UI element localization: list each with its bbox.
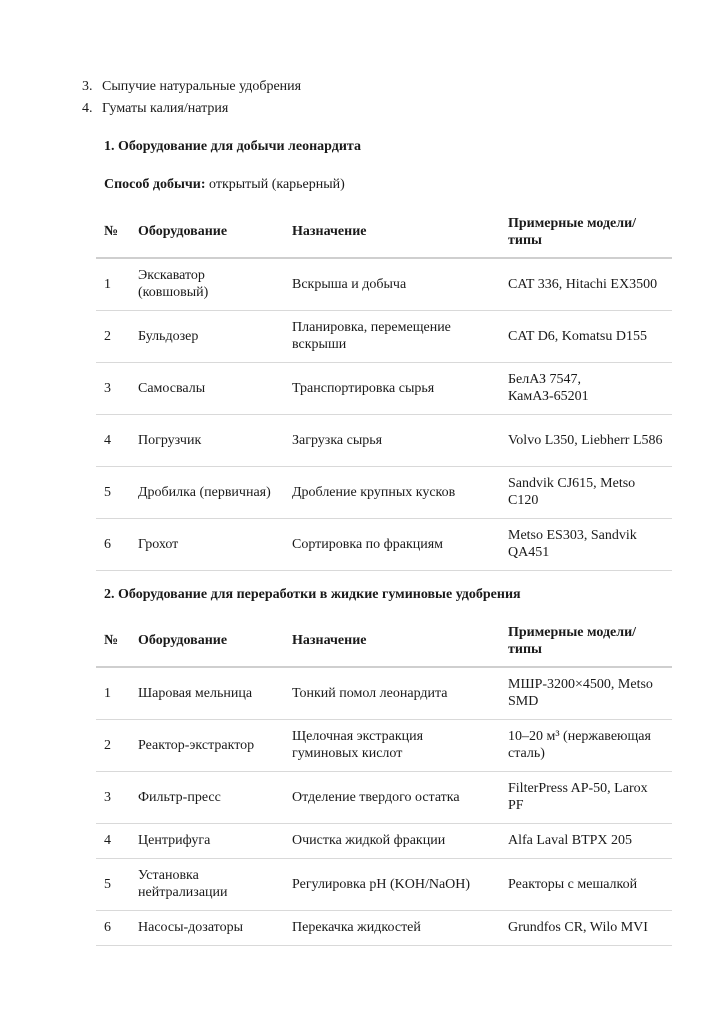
table-row <box>96 823 672 858</box>
cell-purpose: Вскрыша и добыча <box>292 276 407 292</box>
table-row <box>96 858 672 910</box>
column-header-models: Примерные модели/типы <box>508 624 637 657</box>
table-row <box>96 910 672 945</box>
cell-purpose: Сортировка по фракциям <box>292 536 444 552</box>
cell-purpose: Щелочная экстракция гуминовых кислот <box>292 729 424 761</box>
cell-purpose: Отделение твердого остатка <box>292 789 460 805</box>
column-header-purpose: Назначение <box>292 224 367 239</box>
cell-models: Grundfos CR, Wilo MVI <box>508 920 648 935</box>
list-item: 4. Гуматы калия/натрия <box>82 101 229 116</box>
section2-title: 2. Оборудование для переработки в жидкие гуминовые удобрения <box>104 587 521 602</box>
table-row <box>96 414 672 466</box>
cell-purpose: Очистка жидкой фракции <box>292 833 446 848</box>
cell-equipment: Насосы-дозаторы <box>138 920 244 935</box>
column-header-purpose: Назначение <box>292 633 367 648</box>
cell-models: Volvo L350, Liebherr L586 <box>508 432 663 448</box>
cell-equipment: Бульдозер <box>138 328 199 344</box>
cell-equipment: Экскаватор (ковшовый) <box>138 268 209 301</box>
extraction-method-value: открытый (карьерный) <box>205 177 345 192</box>
section1-title: 1. Оборудование для добычи леонардита <box>104 139 361 154</box>
list-item: 3. Сыпучие натуральные удобрения <box>82 79 302 94</box>
extraction-method <box>104 177 345 193</box>
cell-number: 3 <box>104 380 111 396</box>
cell-equipment: Фильтр-пресс <box>138 789 221 805</box>
cell-equipment: Дробилка (первичная) <box>138 484 271 500</box>
table-row <box>96 310 672 362</box>
cell-number: 5 <box>104 484 111 500</box>
column-header-number: № <box>104 633 119 648</box>
cell-purpose: Перекачка жидкостей <box>292 920 421 935</box>
numbered-list <box>82 78 301 122</box>
cell-number: 1 <box>104 276 111 292</box>
cell-models: Реакторы с мешалкой <box>508 876 638 892</box>
cell-models: CAT 336, Hitachi EX3500 <box>508 276 658 292</box>
cell-equipment: Грохот <box>138 536 179 552</box>
processing-equipment-table <box>96 615 672 946</box>
cell-purpose: Дробление крупных кусков <box>292 484 456 500</box>
column-header-equipment: Оборудование <box>138 633 228 648</box>
table-row <box>96 362 672 414</box>
cell-models: CAT D6, Komatsu D155 <box>508 328 647 344</box>
cell-purpose: Планировка, перемещение вскрыши <box>292 320 451 352</box>
table-row <box>96 719 672 771</box>
cell-purpose: Транспортировка сырья <box>292 380 435 396</box>
column-header-number: № <box>104 224 119 239</box>
table-row <box>96 258 672 310</box>
table-row <box>96 518 672 570</box>
cell-models: Alfa Laval BTPX 205 <box>508 833 633 848</box>
cell-number: 1 <box>104 685 111 701</box>
cell-purpose: Загрузка сырья <box>292 432 383 448</box>
cell-models: Metso ES303, Sandvik QA451 <box>508 528 637 560</box>
cell-models: 10–20 м³ (нержавеющая сталь) <box>508 729 651 761</box>
cell-purpose: Регулировка pH (KOH/NaOH) <box>292 876 471 892</box>
cell-number: 5 <box>104 876 111 892</box>
cell-equipment: Погрузчик <box>138 432 202 448</box>
cell-number: 3 <box>104 789 111 805</box>
cell-purpose: Тонкий помол леонардита <box>292 685 448 701</box>
table-header-row <box>96 206 672 258</box>
mining-equipment-table <box>96 206 672 571</box>
cell-models: МШР-3200×4500, Metso SMD <box>508 677 653 710</box>
cell-equipment: Реактор-экстрактор <box>138 737 255 753</box>
cell-models: FilterPress AP-50, Larox PF <box>508 781 648 813</box>
cell-equipment: Самосвалы <box>138 380 206 396</box>
cell-number: 2 <box>104 328 111 344</box>
column-header-equipment: Оборудование <box>138 224 228 239</box>
table-header-row <box>96 615 672 667</box>
extraction-method-label: Способ добычи: <box>104 177 206 192</box>
cell-equipment: Установка нейтрализации <box>138 868 228 900</box>
cell-number: 6 <box>104 536 111 552</box>
cell-number: 2 <box>104 737 111 753</box>
table-row <box>96 771 672 823</box>
cell-models: БелАЗ 7547, КамАЗ-65201 <box>508 372 589 404</box>
cell-number: 4 <box>104 432 111 448</box>
cell-equipment: Центрифуга <box>138 833 211 848</box>
table-row <box>96 466 672 518</box>
column-header-models: Примерные модели/типы <box>508 215 637 248</box>
cell-models: Sandvik CJ615, Metso C120 <box>508 476 636 508</box>
table-row <box>96 667 672 719</box>
cell-equipment: Шаровая мельница <box>138 685 253 701</box>
cell-number: 4 <box>104 833 111 848</box>
cell-number: 6 <box>104 920 111 935</box>
